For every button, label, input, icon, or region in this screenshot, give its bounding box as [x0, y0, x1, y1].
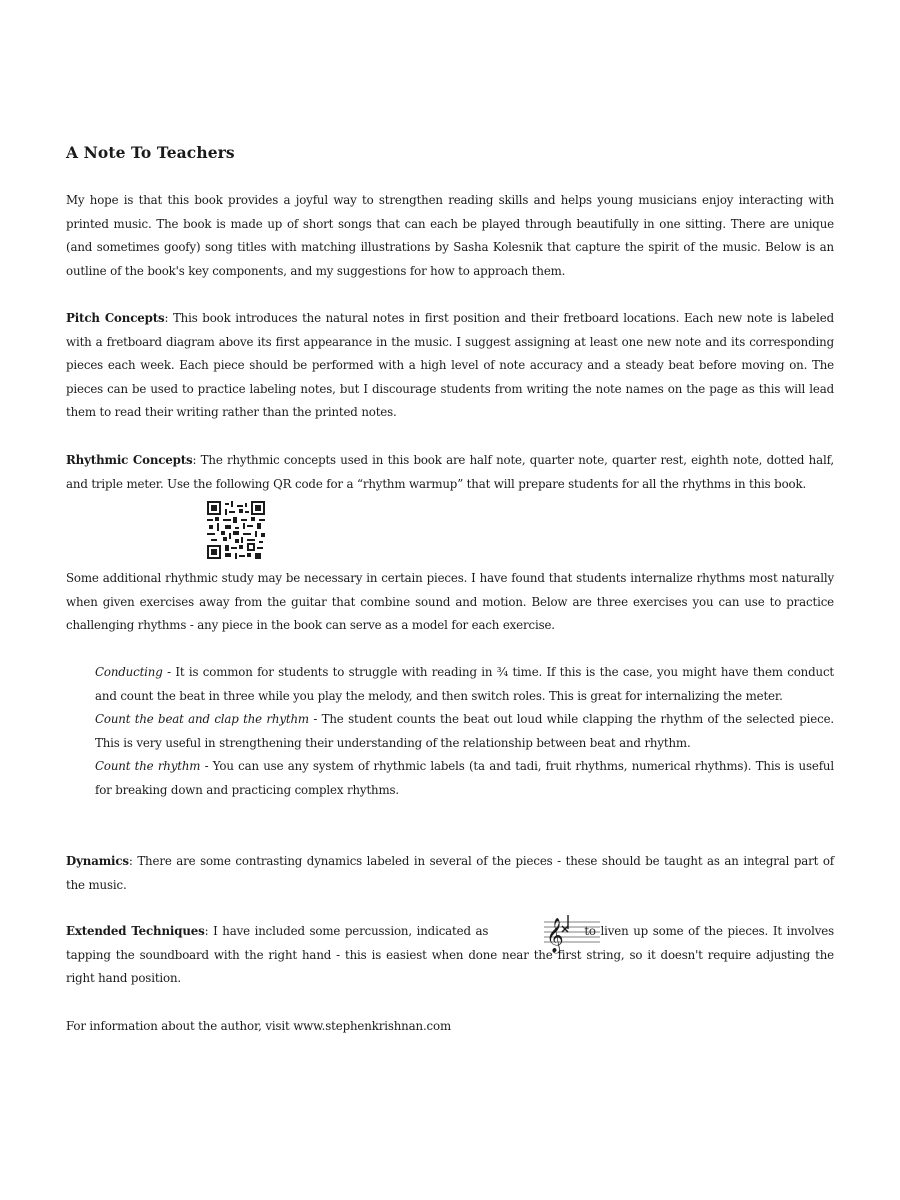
exercise-name: Count the rhythm — [95, 759, 201, 773]
dynamics-text: : There are some contrasting dynamics labeled in several of the pieces - these should be taught as an integral part of the music. — [66, 854, 834, 892]
exercise-item-count-beat-clap — [95, 708, 834, 755]
exercise-text: - You can use any system of rhythmic labels (ta and tadi, fruit rhythms, numerical rhythms). This is useful for breaking down and practicing complex rhythms. — [95, 759, 834, 797]
percussion-notation-icon — [542, 910, 602, 954]
rhythmic-concepts-paragraph — [66, 449, 834, 496]
extended-techniques-paragraph — [66, 920, 834, 991]
extended-techniques-text-after: to liven up some of the pieces. It involves tapping the soundboard with the right hand - this is easiest when done near the first string, so it doesn't require adjusting the right hand position. — [66, 924, 834, 985]
extended-techniques-label: Extended Techniques — [66, 924, 205, 938]
extended-techniques-text-before: : I have included some percussion, indicated as — [204, 924, 489, 938]
exercise-name: Conducting — [95, 665, 163, 679]
author-info: For information about the author, visit www.stephenkrishnan.com — [66, 1019, 451, 1033]
svg-text:𝄞: 𝄞 — [546, 918, 564, 953]
exercise-item-conducting — [95, 661, 834, 708]
exercise-name: Count the beat and clap the rhythm — [95, 712, 309, 726]
rhythmic-concepts-label: Rhythmic Concepts — [66, 453, 193, 467]
pitch-concepts-paragraph — [66, 307, 834, 425]
dynamics-paragraph — [66, 850, 834, 897]
exercise-text: - It is common for students to struggle with reading in ¾ time. If this is the case, you might have them conduct and count the beat in three while you play the melody, and then switch roles. This is great for internalizing the meter. — [95, 665, 834, 703]
rhythmic-concepts-text: : The rhythmic concepts used in this book are half note, quarter note, quarter rest, eighth note, dotted half, and triple meter. Use the following QR code for a “rhythm warmup” that will prepare students for all the rhythms in this book. — [66, 453, 834, 491]
intro-paragraph: My hope is that this book provides a joyful way to strengthen reading skills and helps young musicians enjoy interacting with printed music. The book is made up of short songs that can each be played through beautifully in one sitting. There are unique (and sometimes goofy) song titles with matching illustrations by Sasha Kolesnik that capture the spirit of the music. Below is an outline of the book's key components, and my suggestions for how to approach them. — [66, 193, 834, 278]
rhythm-warmup-qr-code[interactable] — [207, 501, 265, 559]
exercise-list — [95, 661, 834, 802]
exercise-text: - The student counts the beat out loud while clapping the rhythm of the selected piece. This is very useful in strengthening their understanding of the relationship between beat and rhythm. — [95, 712, 834, 750]
pitch-concepts-text: : This book introduces the natural notes in first position and their fretboard locations. Each new note is labeled with a fretboard diagram above its first appearance in the music. I suggest assigning at least one new note and its corresponding pieces each week. Each piece should be performed with a high level of note accuracy and a steady beat before moving on. The pieces can be used to practice labeling notes, but I discourage students from writing the note names on the page as this will lead them to read their writing rather than the printed notes. — [66, 311, 834, 419]
page-title: A Note To Teachers — [66, 143, 235, 162]
additional-study-paragraph: Some additional rhythmic study may be necessary in certain pieces. I have found that students internalize rhythms most naturally when given exercises away from the guitar that combine sound and motion. Below are three exercises you can use to practice challenging rhythms - any piece in the book can serve as a model for each exercise. — [66, 571, 834, 632]
dynamics-label: Dynamics — [66, 854, 129, 868]
exercise-item-count-rhythm — [95, 755, 834, 802]
pitch-concepts-label: Pitch Concepts — [66, 311, 165, 325]
